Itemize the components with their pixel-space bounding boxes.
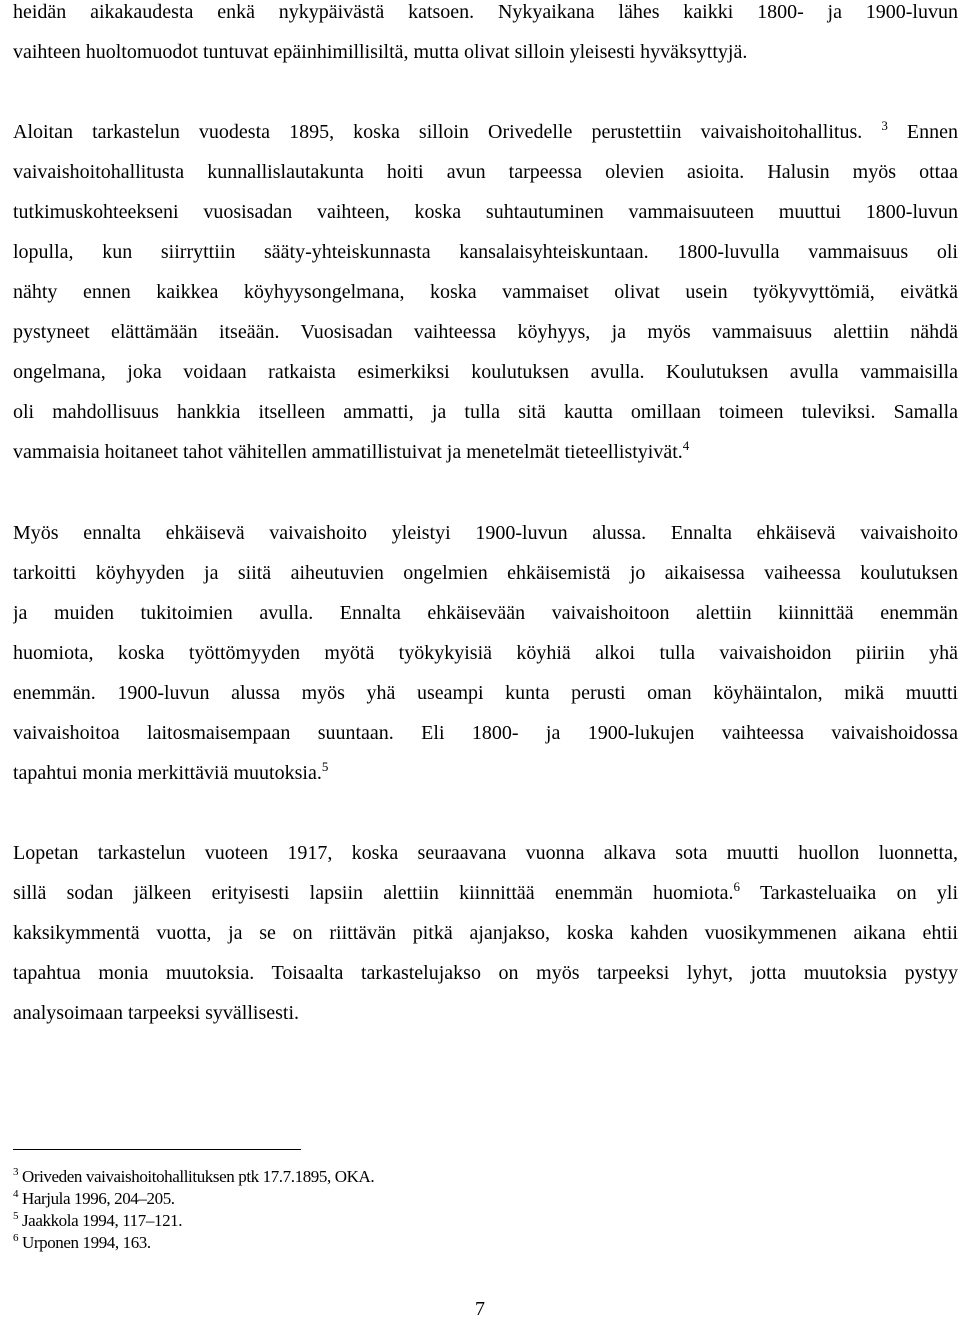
text-line: lopulla, kun siirryttiin sääty-yhteiskunnasta kansalaisyhteiskuntaan. 1800-luvulla vammaisuus oli <box>13 241 958 263</box>
text-segment: sillä sodan jälkeen erityisesti lapsiin alettiin kiinnittää enemmän huomiota. <box>13 882 734 904</box>
footnote-ref: 5 <box>321 759 329 774</box>
footnote-separator <box>13 1149 301 1150</box>
footnote-text: Jaakkola 1994, 117–121. <box>21 1211 183 1230</box>
footnote <box>13 1210 713 1232</box>
text-line: tarkoitti köyhyyden ja siitä aiheutuvien ongelmien ehkäisemistä jo aikaisessa vaiheessa koulutuksen <box>13 562 958 584</box>
text-line: nähty ennen kaikkea köyhyysongelmana, koska vammaiset olivat usein työkyvyttömiä, eivätkä <box>13 281 958 303</box>
text-line: vaihteen huoltomuodot tuntuvat epäinhimillisiltä, mutta olivat silloin yleisesti hyväksyttyjä. <box>13 41 748 63</box>
page-number: 7 <box>475 1298 485 1320</box>
text-segment: vammaisia hoitaneet tahot vähitellen ammatillistuivat ja menetelmät tieteellistyivät. <box>13 441 683 463</box>
text-line <box>13 432 958 472</box>
footnote <box>13 1188 713 1210</box>
text-line: kaksikymmentä vuotta, ja se on riittävän pitkä ajanjakso, koska kahden vuosikymmenen aikana ehtii <box>13 922 958 944</box>
text-line: enemmän. 1900-luvun alussa myös yhä useampi kunta perusti oman köyhäintalon, mikä muutti <box>13 682 958 704</box>
footnote-ref: 3 <box>881 118 888 133</box>
footnote <box>13 1166 713 1188</box>
text-line: vaivaishoitohallitusta kunnallislautakunta hoiti avun tarpeessa olevien asioita. Halusin myös ottaa <box>13 161 958 183</box>
footnote-mark: 4 <box>13 1188 19 1200</box>
footnote-text: Harjula 1996, 204–205. <box>21 1189 175 1208</box>
text-line: Lopetan tarkastelun vuoteen 1917, koska seuraavana vuonna alkava sota muutti huollon luonnetta, <box>13 842 958 864</box>
text-line: ongelmana, joka voidaan ratkaista esimerkiksi koulutuksen avulla. Koulutuksen avulla vammaisilla <box>13 361 958 383</box>
text-segment: tapahtui monia merkittäviä muutoksia. <box>13 762 322 784</box>
text-line <box>13 873 958 913</box>
paragraph-continuation <box>13 0 958 72</box>
text-line: ja muiden tukitoimien avulla. Ennalta ehkäisevään vaivaishoitoon alettiin kiinnittää enemmän <box>13 602 958 624</box>
footnote-mark: 3 <box>13 1166 19 1178</box>
text-line: oli mahdollisuus hankkia itselleen ammatti, ja tulla sitä kautta omillaan toimeen tuleviksi. Samalla <box>13 401 958 423</box>
footnotes <box>13 1166 713 1254</box>
text-line: tapahtua monia muutoksia. Toisaalta tarkastelujakso on myös tarpeeksi lyhyt, jotta muutoksia pystyy <box>13 962 958 984</box>
text-segment: Ennen <box>906 121 958 143</box>
footnote-mark: 5 <box>13 1210 19 1222</box>
text-line: Myös ennalta ehkäisevä vaivaishoito yleistyi 1900-luvun alussa. Ennalta ehkäisevä vaivaishoito <box>13 522 958 544</box>
paragraph-study-period-start <box>13 112 958 472</box>
text-line: pystyneet elättämään itseään. Vuosisadan vaihteessa köyhyys, ja myös vammaisuus alettiin nähdä <box>13 321 958 343</box>
text-line: heidän aikakaudesta enkä nykypäivästä katsoen. Nykyaikana lähes kaikki 1800- ja 1900-luvun <box>13 1 958 23</box>
text-line: vaivaishoitoa laitosmaisempaan suuntaan. Eli 1800- ja 1900-lukujen vaihteessa vaivaishoidossa <box>13 722 958 744</box>
footnote-ref: 4 <box>682 438 690 453</box>
footnote-mark: 6 <box>13 1232 19 1244</box>
text-segment: Tarkasteluaika on yli <box>759 882 958 904</box>
paragraph-study-period-end <box>13 833 958 1033</box>
text-line <box>13 112 958 152</box>
text-line: analysoimaan tarpeeksi syvällisesti. <box>13 1002 300 1024</box>
text-line: tutkimuskohteekseni vuosisadan vaihteen, koska suhtautuminen vammaisuuteen muuttui 1800-luvun <box>13 201 958 223</box>
text-line <box>13 753 958 793</box>
text-segment: Aloitan tarkastelun vuodesta 1895, koska silloin Orivedelle perustettiin vaivaishoitohallitus. <box>13 121 863 143</box>
text-line: huomiota, koska työttömyyden myötä työkykyisiä köyhiä alkoi tulla vaivaishoidon piiriin yhä <box>13 642 958 664</box>
footnote-text: Urponen 1994, 163. <box>21 1233 151 1252</box>
footnote-ref: 6 <box>733 879 741 894</box>
footnote <box>13 1232 713 1254</box>
paragraph-preventive-care <box>13 513 958 793</box>
footnote-text: Oriveden vaivaishoitohallituksen ptk 17.7.1895, OKA. <box>21 1167 375 1186</box>
